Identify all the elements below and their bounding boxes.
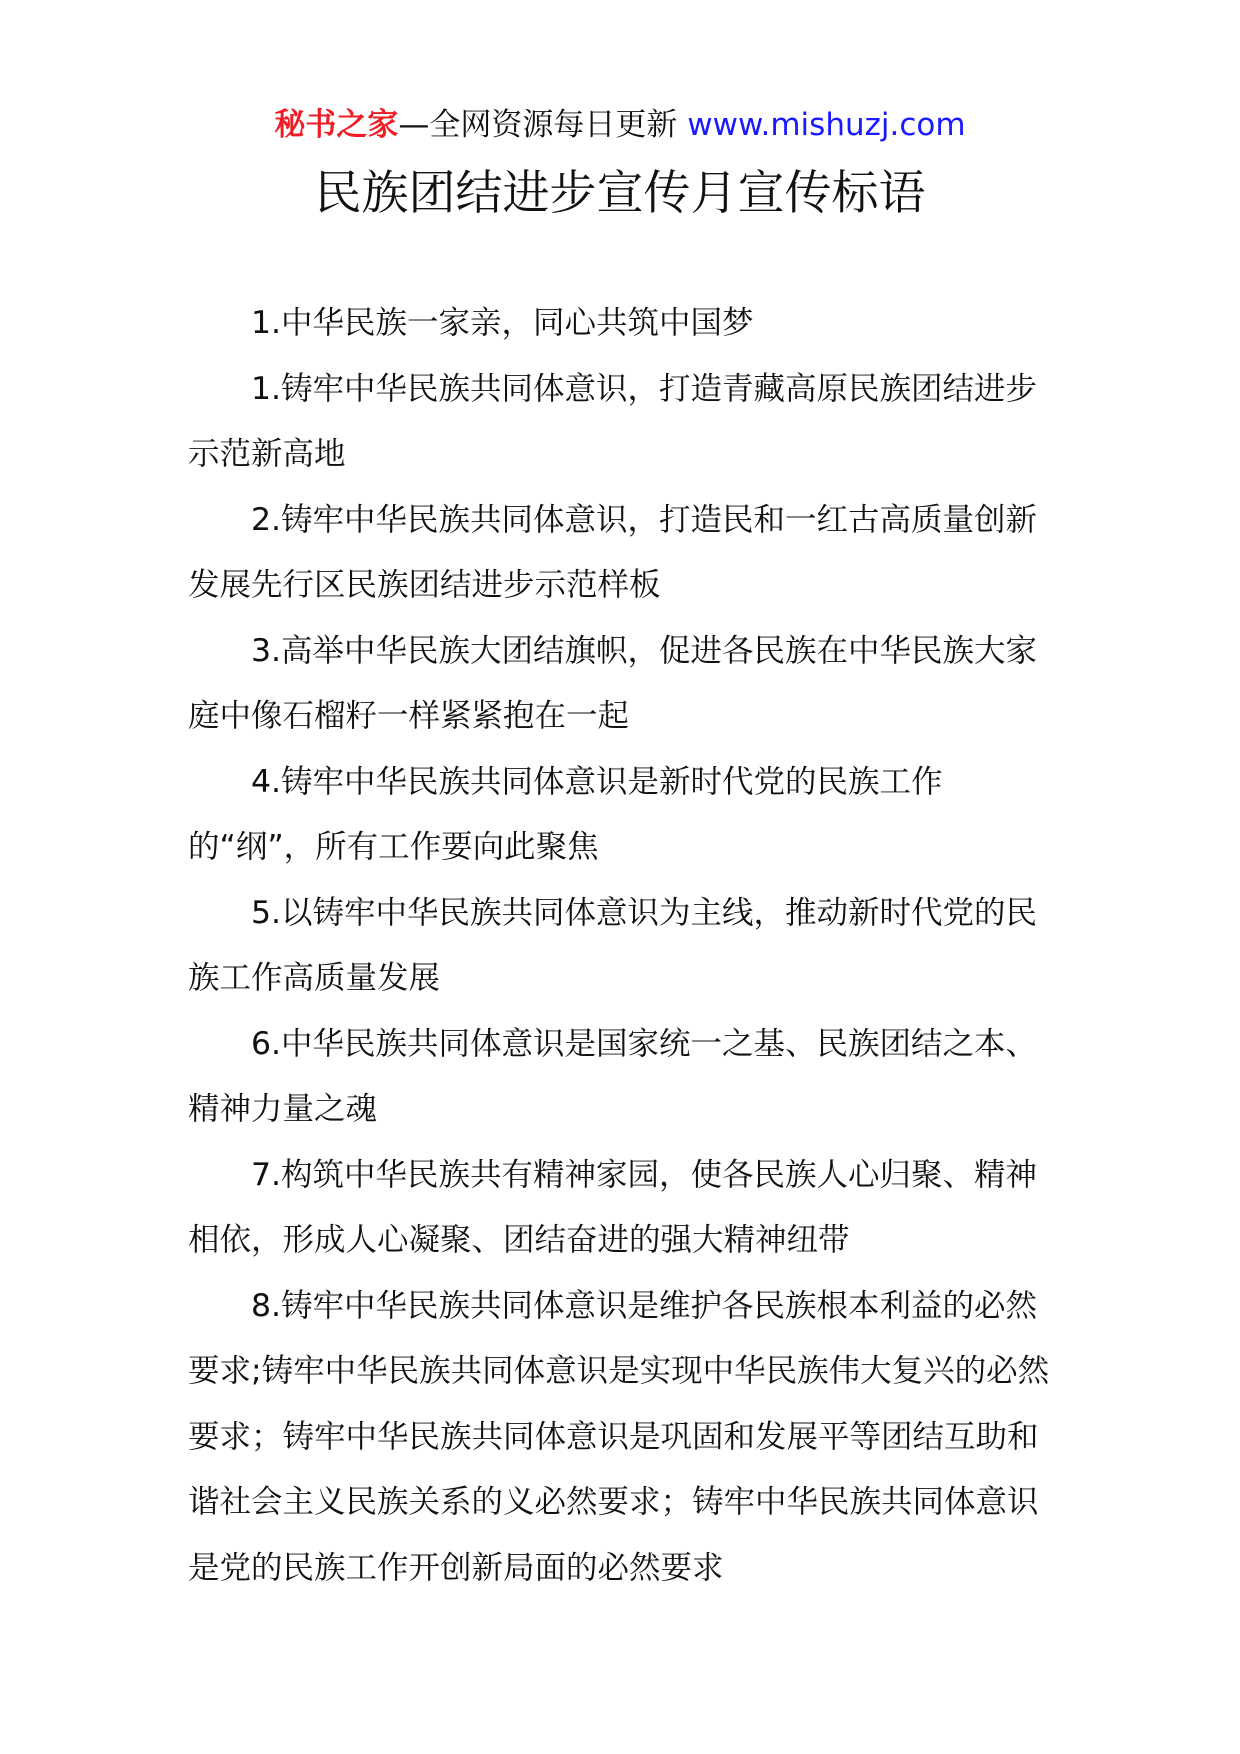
document-title: 民族团结进步宣传月宣传标语 [314, 166, 926, 221]
slogan-item: 6.中华民族共同体意识是国家统一之基、民族团结之本、精神力量之魂 [188, 1025, 1038, 1127]
site-header [0, 100, 1240, 150]
slogan-item: 4.铸牢中华民族共同体意识是新时代党的民族工作的“纲”，所有工作要向此聚焦 [188, 763, 943, 865]
slogan-item: 7.构筑中华民族共有精神家园，使各民族人心归聚、精神相依，形成人心凝聚、团结奋进的强大精神纽带 [188, 1156, 1038, 1258]
slogan-list [188, 291, 1058, 1601]
slogan-item: 8.铸牢中华民族共同体意识是维护各民族根本利益的必然要求;铸牢中华民族共同体意识是实现中华民族伟大复兴的必然要求；铸牢中华民族共同体意识是巩固和发展平等团结互助和谐社会主义民族关系的义必然要求；铸牢中华民族共同体意识是党的民族工作开创新局面的必然要求 [188, 1287, 1050, 1586]
slogan-item: 5.以铸牢中华民族共同体意识为主线，推动新时代党的民族工作高质量发展 [188, 894, 1038, 996]
slogan-item: 1.铸牢中华民族共同体意识，打造青藏高原民族团结进步示范新高地 [188, 370, 1038, 472]
site-tagline: —全网资源每日更新 [398, 107, 678, 143]
site-url-link[interactable]: www.mishuzj.com [687, 107, 966, 143]
slogan-item: 1.中华民族一家亲，同心共筑中国梦 [251, 305, 754, 341]
site-brand: 秘书之家 [274, 107, 399, 143]
slogan-item: 3.高举中华民族大团结旗帜，促进各民族在中华民族大家庭中像石榴籽一样紧紧抱在一起 [188, 632, 1038, 734]
slogan-item: 2.铸牢中华民族共同体意识，打造民和一红古高质量创新发展先行区民族团结进步示范样板 [188, 501, 1038, 603]
